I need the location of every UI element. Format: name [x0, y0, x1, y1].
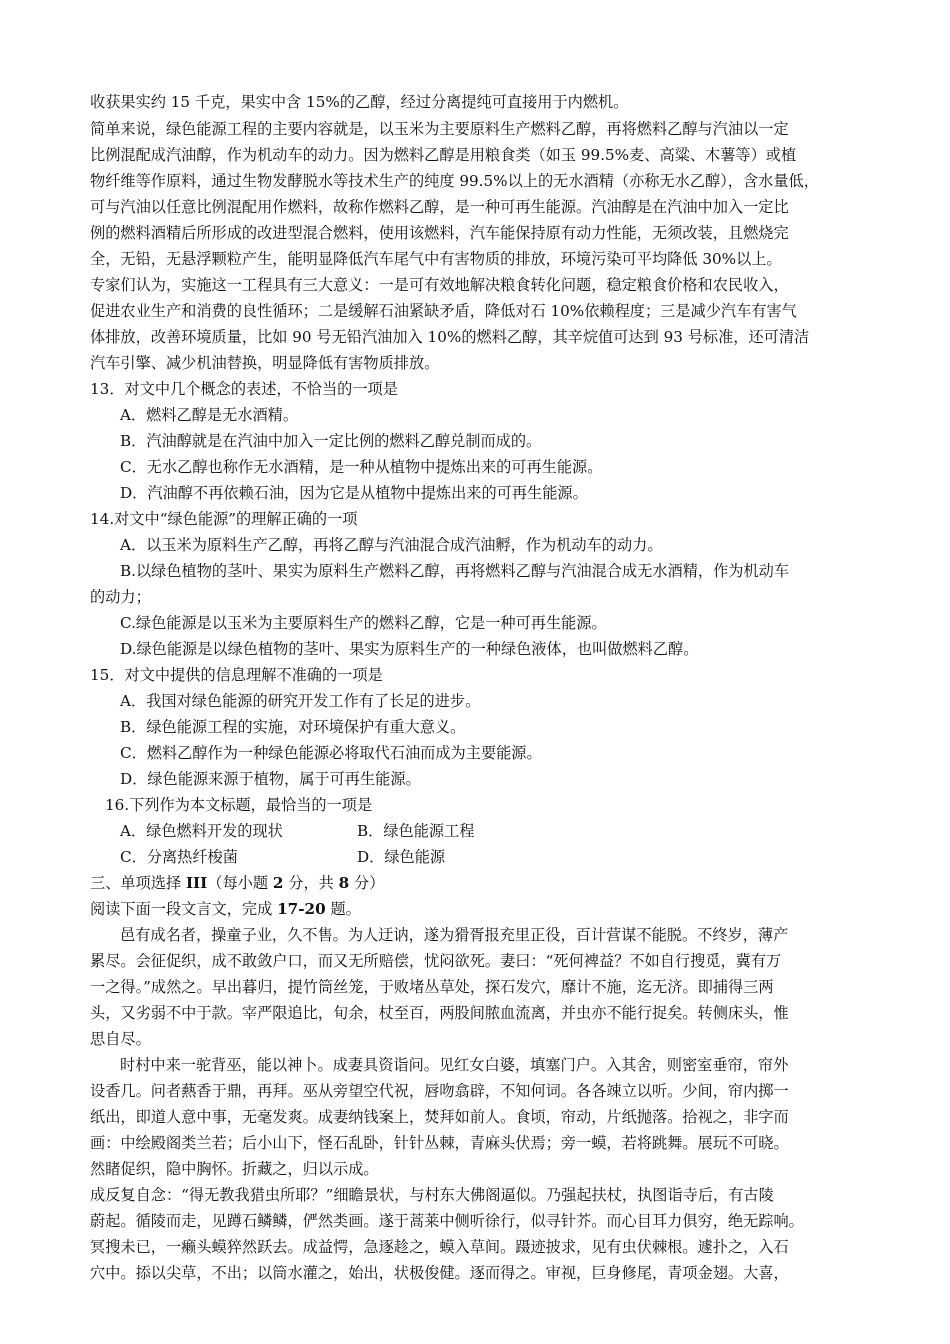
classical-text-line: 头，又劣弱不中于款。宰严限追比，旬余，杖至百，两股间脓血流离，并虫亦不能行捉矣。转侧床头，惟: [90, 1004, 789, 1022]
classical-text-line: 画：中绘殿阁类兰若；后小山下，怪石乱卧，针针丛棘，青麻头伏焉；旁一蟆，若将跳舞。展玩不可晓。: [90, 1134, 789, 1152]
reading-instruction-range: 17-20: [277, 900, 326, 918]
question-16-stem: 16.下列作为本文标题，最恰当的一项是: [105, 796, 373, 814]
paragraph-line: 物纤维等作原料，通过生物发酵脱水等技术生产的纯度 99.5%以上的无水酒精（亦称无水乙醇），含水量低，: [90, 172, 819, 190]
paragraph-line: 比例混配成汽油醇，作为机动车的动力。因为燃料乙醇是用粮食类（如玉 99.5%麦、高粱、木薯等）或植: [90, 146, 797, 164]
question-13-option-a: A．燃料乙醇是无水酒精。: [120, 406, 299, 424]
section-heading-roman: III: [185, 874, 208, 892]
question-15-stem: 15．对文中提供的信息理解不准确的一项是: [90, 666, 383, 684]
reading-instruction-text-b: 题。: [325, 900, 361, 918]
classical-text-line: 时村中来一驼背巫，能以神卜。成妻具资诣问。见红女白婆，填塞门户。入其舍，则密室垂帘，帘外: [120, 1056, 789, 1074]
paragraph-line: 收获果实约 15 千克，果实中含 15%的乙醇，经过分离提纯可直接用于内燃机。: [90, 93, 629, 111]
paragraph-line: 简单来说，绿色能源工程的主要内容就是，以玉米为主要原料生产燃料乙醇，再将燃料乙醇与汽油以一定: [90, 120, 789, 138]
question-16-option-d: D．绿色能源: [357, 848, 446, 866]
paragraph-line: 例的燃料酒精后所形成的改进型混合燃料，使用该燃料，汽车能保持原有动力性能，无须改装，且燃烧完: [90, 224, 789, 242]
question-13-stem: 13．对文中几个概念的表述，不恰当的一项是: [90, 380, 398, 398]
paragraph-line: 体排放，改善环境质量，比如 90 号无铅汽油加入 10%的燃料乙醇，其辛烷值可达到 93 号标准，还可清洁: [90, 328, 810, 346]
classical-text-line: 纸出，即道人意中事，无毫发爽。成妻纳钱案上，焚拜如前人。食顷，帘动，片纸抛落。拾视之，非字而: [90, 1108, 789, 1126]
question-16-option-a: A．绿色燃料开发的现状: [120, 822, 283, 840]
question-13-option-c: C．无水乙醇也称作无水酒精，是一种从植物中提炼出来的可再生能源。: [120, 458, 603, 476]
question-14-option-b-cont: 的动力；: [90, 588, 151, 606]
question-13-option-b: B．汽油醇就是在汽油中加入一定比例的燃料乙醇兑制而成的。: [120, 432, 542, 450]
question-15-option-c: C．燃料乙醇作为一种绿色能源必将取代石油而成为主要能源。: [120, 744, 542, 762]
classical-text-line: 设香几。问者爇香于鼎，再拜。巫从旁望空代祝，唇吻翕辟，不知何词。各各竦立以听。少间，帘内掷一: [90, 1082, 789, 1100]
question-15-option-d: D．绿色能源来源于植物，属于可再生能源。: [120, 770, 421, 788]
question-15-option-a: A．我国对绿色能源的研究开发工作有了长足的进步。: [120, 692, 481, 710]
classical-text-line: 邑有成名者，操童子业，久不售。为人迂讷，遂为猾胥报充里正役，百计营谋不能脱。不终岁，薄产: [120, 926, 789, 944]
classical-text-line: 蔚起。循陵而走，见蹲石鳞鳞，俨然类画。遂于蒿莱中侧听徐行，似寻针芥。而心目耳力俱穷，绝无踪响。: [90, 1212, 804, 1230]
section-heading-text-d: 分）: [349, 874, 385, 892]
question-15-option-b: B．绿色能源工程的实施，对环境保护有重大意义。: [120, 718, 466, 736]
paragraph-line: 促进农业生产和消费的良性循环；二是缓解石油紧缺矛盾，降低对石 10%依赖程度；三是减少汽车有害气: [90, 302, 797, 320]
classical-text-line: 思自尽。: [90, 1030, 151, 1048]
question-16-option-b: B．绿色能源工程: [357, 822, 475, 840]
section-heading-text-c: 分，共: [283, 874, 339, 892]
classical-text-line: 成反复自念：“得无教我猎虫所耶？”细瞻景状，与村东大佛阁逼似。乃强起扶杖，执图诣寺后，有古陵: [90, 1186, 774, 1204]
reading-instruction-text-a: 阅读下面一段文言文，完成: [90, 900, 278, 918]
section-heading-points: 2: [272, 874, 284, 892]
section-heading-text-a: 三、单项选择: [90, 874, 186, 892]
reading-instruction: [90, 896, 361, 922]
paragraph-line: 汽车引擎、减少机油替换，明显降低有害物质排放。: [90, 354, 440, 372]
question-14-option-d: D.绿色能源是以绿色植物的茎叶、果实为原料生产的一种绿色液体，也叫做燃料乙醇。: [120, 640, 699, 658]
paragraph-line: 专家们认为，实施这一工程具有三大意义：一是可有效地解决粮食转化问题，稳定粮食价格和农民收入，: [90, 276, 789, 294]
classical-text-line: 累尽。会征促织，成不敢敛户口，而又无所赔偿，忧闷欲死。妻曰：“死何裨益？不如自行搜觅，冀有万: [90, 952, 782, 970]
classical-text-line: 一之得。”成然之。早出暮归，提竹筒丝笼，于败堵丛草处，探石发穴，靡计不施，迄无济。即捕得三两: [90, 978, 774, 996]
section-heading-text-b: （每小题: [207, 874, 273, 892]
paragraph-line: 全，无铅，无悬浮颗粒产生，能明显降低汽车尾气中有害物质的排放，环境污染可平均降低 30%以上。: [90, 250, 782, 268]
classical-text-line: 冥搜未已，一癞头蟆猝然跃去。成益愕，急逐趁之，蟆入草间。蹑迹披求，见有虫伏棘根。遽扑之，入石: [90, 1238, 789, 1256]
classical-text-line: 然睹促织，隐中胸怀。折藏之，归以示成。: [90, 1160, 379, 1178]
question-13-option-d: D．汽油醇不再依赖石油，因为它是从植物中提炼出来的可再生能源。: [120, 484, 588, 502]
paragraph-line: 可与汽油以任意比例混配用作燃料，故称作燃料乙醇，是一种可再生能源。汽油醇是在汽油中加入一定比: [90, 198, 789, 216]
question-16-option-c: C．分离热纤梭菌: [120, 848, 238, 866]
classical-text-line: 穴中。掭以尖草，不出；以筒水灌之，始出，状极俊健。逐而得之。审视，巨身修尾，青项金翅。大喜，: [90, 1264, 789, 1282]
question-14-stem: 14.对文中“绿色能源”的理解正确的一项: [90, 510, 358, 528]
question-14-option-b: B.以绿色植物的茎叶、果实为原料生产燃料乙醇，再将燃料乙醇与汽油混合成无水酒精，作为机动车: [120, 562, 790, 580]
section-heading: [90, 870, 384, 896]
section-heading-total: 8: [338, 874, 350, 892]
question-14-option-a: A．以玉米为原料生产乙醇，再将乙醇与汽油混合成汽油孵，作为机动车的动力。: [120, 536, 663, 554]
question-14-option-c: C.绿色能源是以玉米为主要原料生产的燃料乙醇，它是一种可再生能源。: [120, 614, 607, 632]
